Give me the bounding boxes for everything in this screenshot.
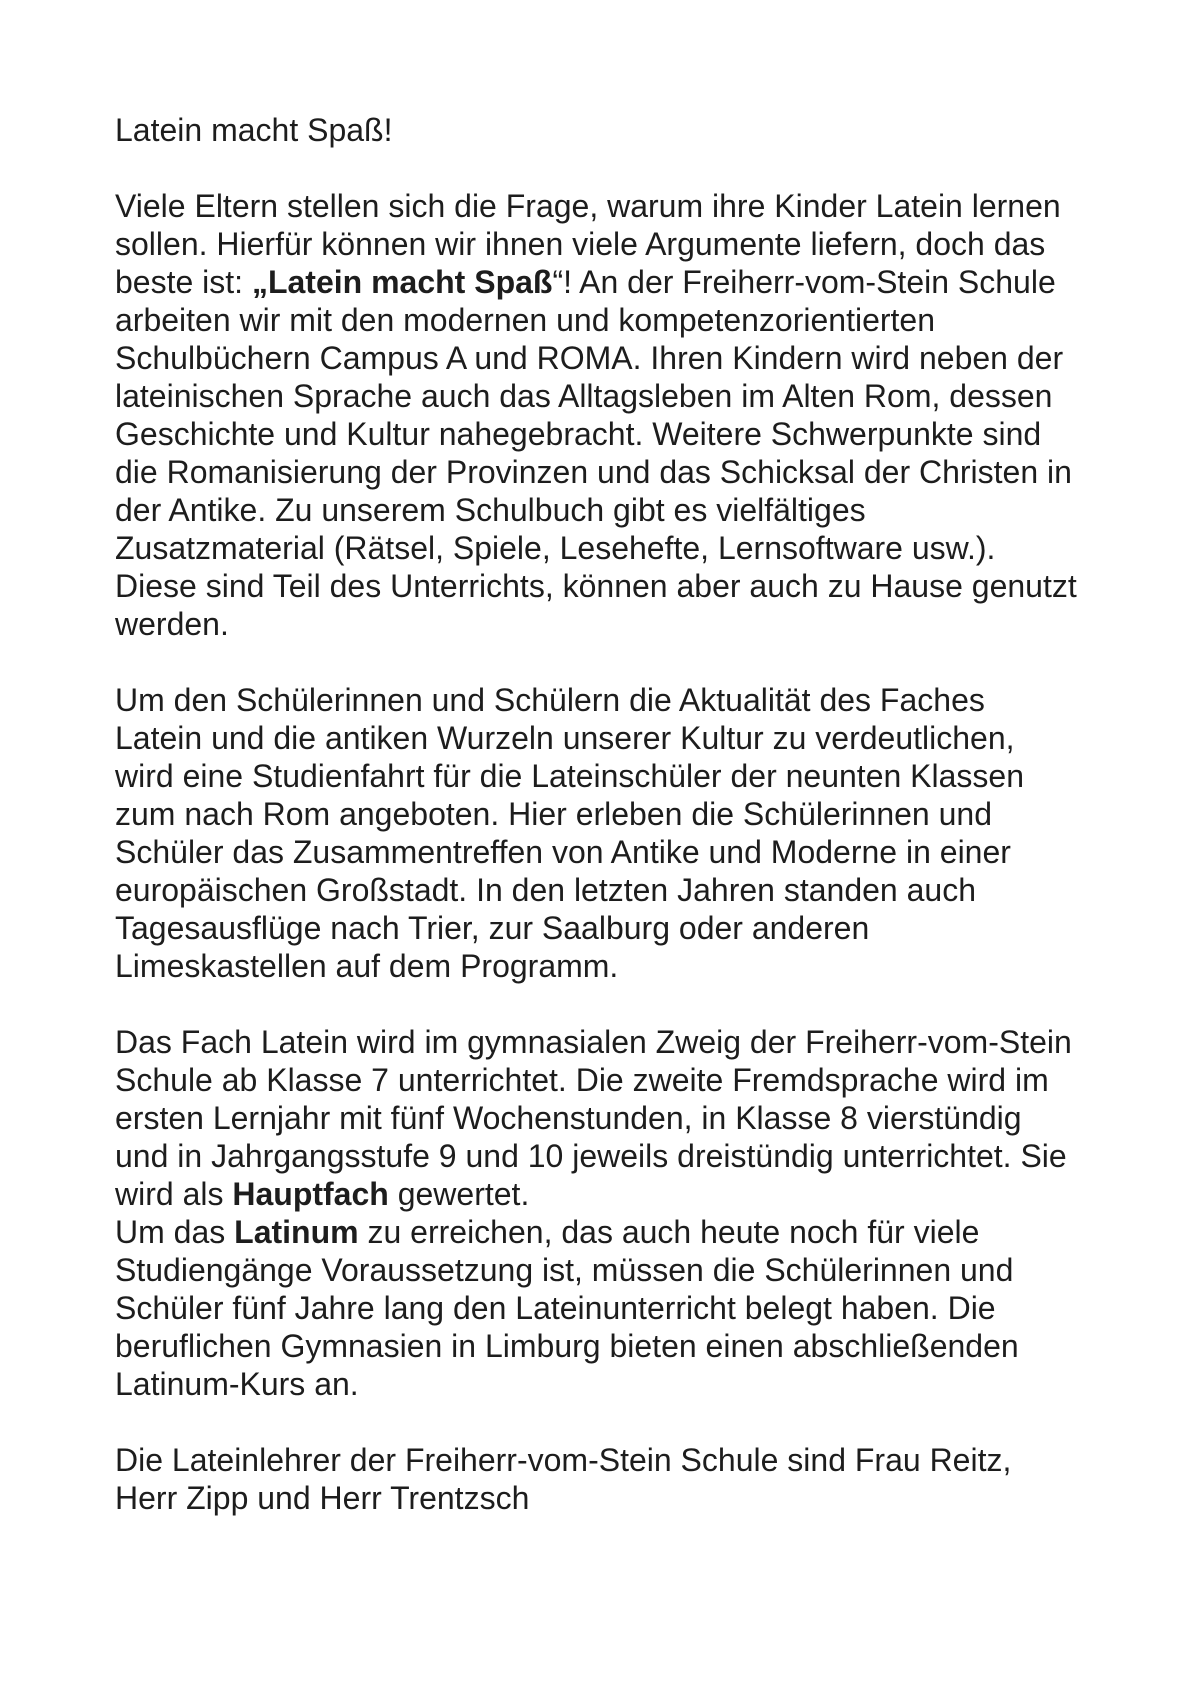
bold-text: Hauptfach [232, 1176, 389, 1212]
paragraph-1 [115, 187, 1095, 643]
text-segment: lateinischen Sprache auch das Alltagsleben im Alten Rom, dessen [115, 378, 1053, 414]
text-segment: Latinum-Kurs an. [115, 1366, 359, 1402]
text-segment: Um das [115, 1214, 235, 1250]
text-line [115, 833, 1095, 871]
text-segment: zum nach Rom angeboten. Hier erleben die Schülerinnen und [115, 796, 992, 832]
text-line [115, 415, 1095, 453]
text-segment: Studiengänge Voraussetzung ist, müssen die Schülerinnen und [115, 1252, 1014, 1288]
bold-text: „Latein macht Spaß [251, 264, 553, 300]
text-line [115, 719, 1095, 757]
text-line [115, 225, 1095, 263]
text-segment: wird eine Studienfahrt für die Lateinschüler der neunten Klassen [115, 758, 1025, 794]
text-segment: Diese sind Teil des Unterrichts, können aber auch zu Hause genutzt [115, 568, 1077, 604]
text-segment: Die Lateinlehrer der Freiherr-vom-Stein Schule sind Frau Reitz, [115, 1442, 1012, 1478]
text-segment: wird als [115, 1176, 233, 1212]
text-segment: zu erreichen, das auch heute noch für viele [358, 1214, 980, 1250]
text-segment: Viele Eltern stellen sich die Frage, warum ihre Kinder Latein lernen [115, 188, 1061, 224]
text-line [115, 909, 1095, 947]
text-segment: der Antike. Zu unserem Schulbuch gibt es vielfältiges [115, 492, 866, 528]
text-line [115, 377, 1095, 415]
text-line [115, 529, 1095, 567]
text-line [115, 1175, 1095, 1213]
text-line [115, 757, 1095, 795]
text-segment: “! An der Freiherr-vom-Stein Schule [552, 264, 1056, 300]
text-segment: Herr Zipp und Herr Trentzsch [115, 1480, 530, 1516]
text-line [115, 871, 1095, 909]
text-line [115, 1289, 1095, 1327]
text-segment: sollen. Hierfür können wir ihnen viele Argumente liefern, doch das [115, 226, 1046, 262]
text-line [115, 947, 1095, 985]
text-line [115, 1479, 1095, 1517]
text-line [115, 187, 1095, 225]
text-line [115, 1023, 1095, 1061]
paragraphs [115, 187, 1095, 1517]
document-title: Latein macht Spaß! [115, 112, 393, 148]
text-line [115, 795, 1095, 833]
text-segment: Zusatzmaterial (Rätsel, Spiele, Lesehefte, Lernsoftware usw.). [115, 530, 996, 566]
text-segment: und in Jahrgangsstufe 9 und 10 jeweils dreistündig unterrichtet. Sie [115, 1138, 1067, 1174]
text-segment: europäischen Großstadt. In den letzten Jahren standen auch [115, 872, 976, 908]
text-segment: Schulbüchern Campus A und ROMA. Ihren Kindern wird neben der [115, 340, 1064, 376]
text-line [115, 681, 1095, 719]
text-line [115, 1327, 1095, 1365]
text-line [115, 339, 1095, 377]
text-segment: werden. [115, 606, 229, 642]
text-line [115, 1365, 1095, 1403]
text-segment: Schüler fünf Jahre lang den Lateinunterricht belegt haben. Die [115, 1290, 996, 1326]
text-segment: Schule ab Klasse 7 unterrichtet. Die zweite Fremdsprache wird im [115, 1062, 1049, 1098]
text-segment: gewertet. [388, 1176, 530, 1212]
document-text-block [115, 111, 1095, 1517]
text-line [115, 1251, 1095, 1289]
text-segment: die Romanisierung der Provinzen und das Schicksal der Christen in [115, 454, 1072, 490]
text-line [115, 263, 1095, 301]
text-segment: ersten Lernjahr mit fünf Wochenstunden, in Klasse 8 vierstündig [115, 1100, 1022, 1136]
text-segment: Tagesausflüge nach Trier, zur Saalburg oder anderen [115, 910, 870, 946]
text-line [115, 1137, 1095, 1175]
text-segment: beste ist: [115, 264, 252, 300]
text-line [115, 453, 1095, 491]
text-segment: Geschichte und Kultur nahegebracht. Weitere Schwerpunkte sind [115, 416, 1042, 452]
paragraph-4 [115, 1441, 1095, 1517]
text-line [115, 1213, 1095, 1251]
text-line [115, 1099, 1095, 1137]
bold-text: Latinum [234, 1214, 359, 1250]
paragraph-3 [115, 1023, 1095, 1403]
text-line [115, 1441, 1095, 1479]
paragraph-2 [115, 681, 1095, 985]
text-line [115, 1061, 1095, 1099]
text-line [115, 301, 1095, 339]
text-segment: arbeiten wir mit den modernen und kompetenzorientierten [115, 302, 936, 338]
text-segment: beruflichen Gymnasien in Limburg bieten einen abschließenden [115, 1328, 1019, 1364]
text-segment: Das Fach Latein wird im gymnasialen Zweig der Freiherr-vom-Stein [115, 1024, 1072, 1060]
text-segment: Latein und die antiken Wurzeln unserer Kultur zu verdeutlichen, [115, 720, 1015, 756]
text-segment: Um den Schülerinnen und Schülern die Aktualität des Faches [115, 682, 985, 718]
text-segment: Schüler das Zusammentreffen von Antike und Moderne in einer [115, 834, 1011, 870]
text-line [115, 567, 1095, 605]
text-segment: Limeskastellen auf dem Programm. [115, 948, 619, 984]
text-line [115, 491, 1095, 529]
text-line [115, 605, 1095, 643]
